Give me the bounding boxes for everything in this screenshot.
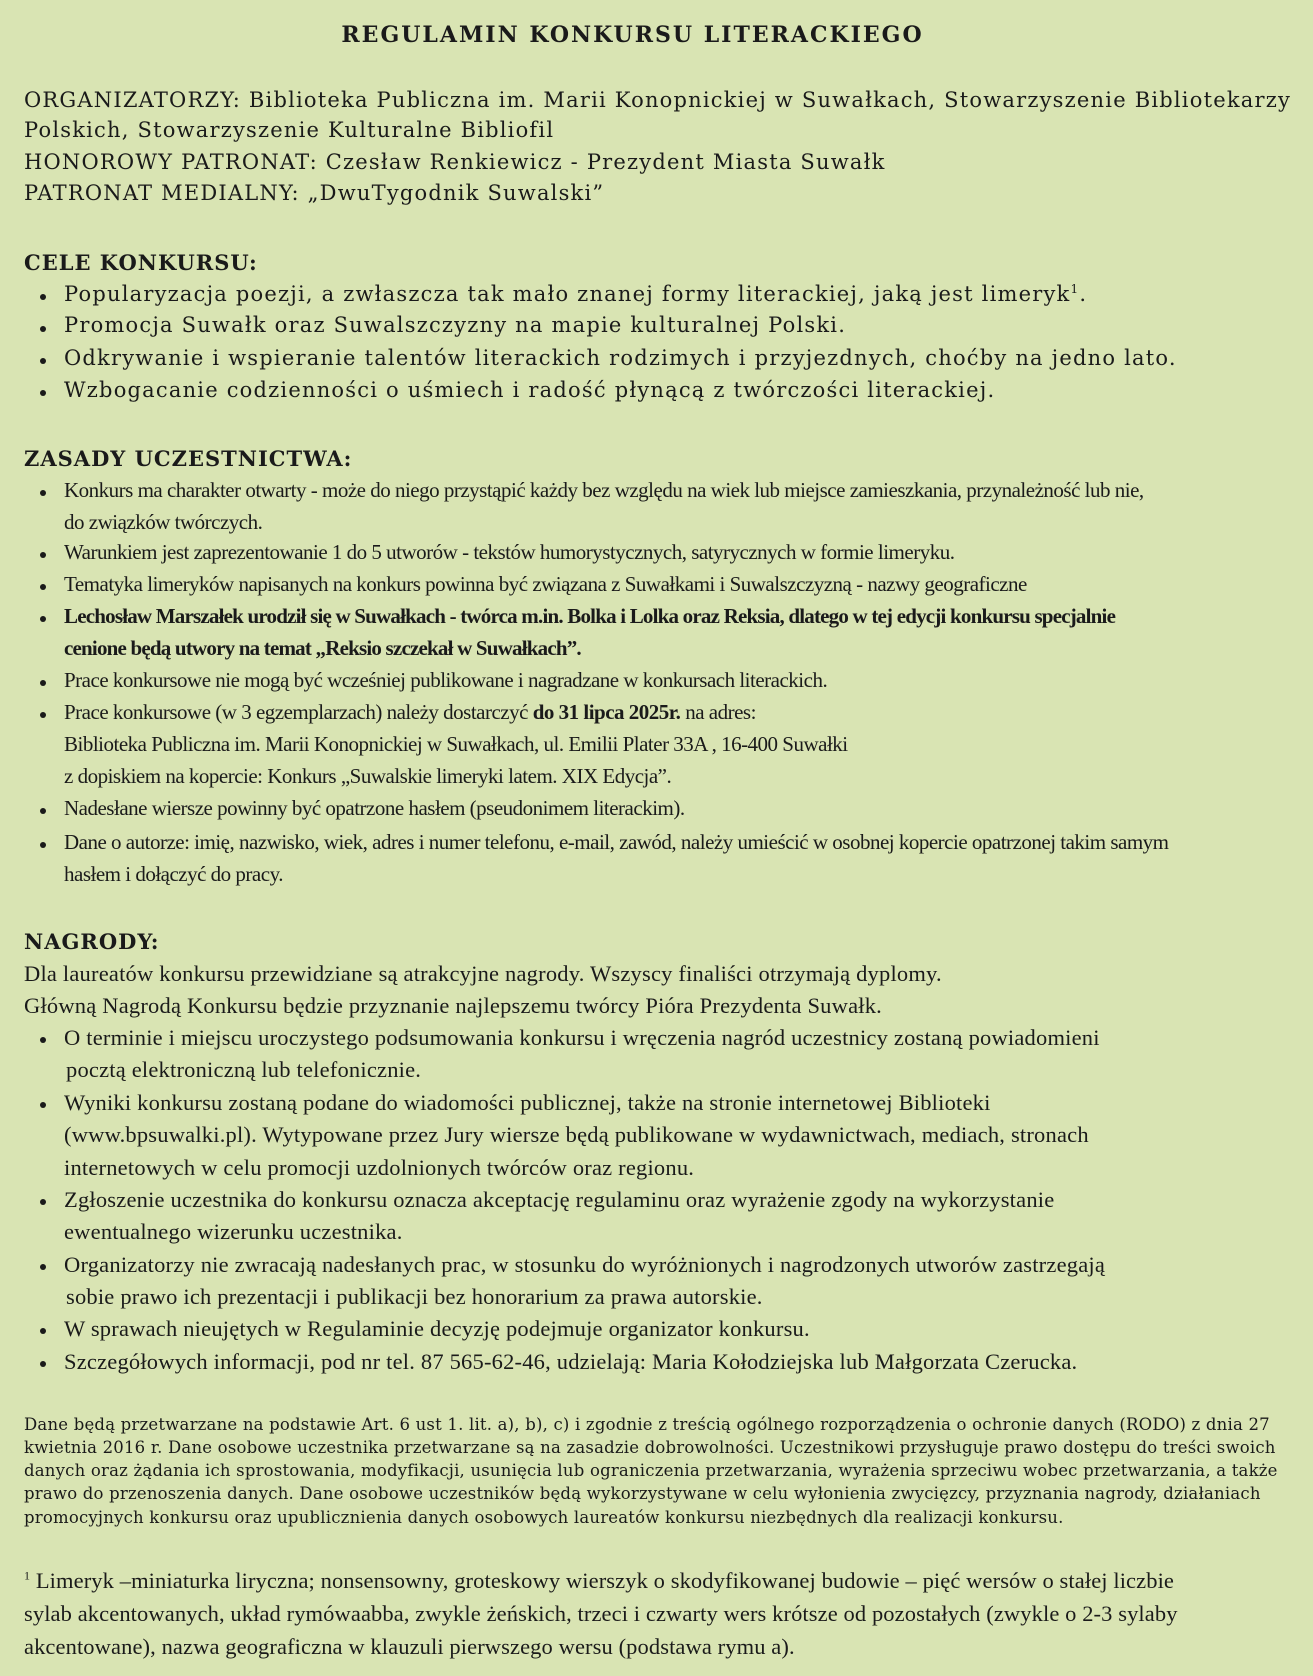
deadline: do 31 lipca 2025r.	[532, 700, 681, 724]
goals-item-3: Odkrywanie i wspieranie talentów literackich rodzimych i przyjezdnych, choćby na jedno lato.	[64, 346, 1177, 370]
goals-heading: CELE KONKURSU:	[24, 250, 258, 275]
rules-item-8b: hasłem i dołączyć do pracy.	[64, 862, 283, 886]
footnote-line-3: akcentowane), nazwa geograficzna w klauzuli pierwszego wersu (podstawa rymu a).	[24, 1634, 795, 1659]
goals-item-1: Popularyzacja poezji, a zwłaszcza tak mało znanej formy literackiej, jaką jest limeryk$^1$.	[64, 282, 1088, 306]
prizes-item-2c: internetowych w celu promocji uzdolnionych twórców oraz regionu.	[64, 1155, 695, 1180]
rodo-line-1: Dane będą przetwarzane na podstawie Art. 6 ust 1. lit. a), b), c) i zgodnie z treścią ogólnego rozporządzenia o ochronie danych (RODO) z dnia 27	[24, 1415, 1270, 1434]
goals-item-4: Wzbogacanie codzienności o uśmiech i radość płynącą z twórczości literackiej.	[64, 378, 996, 402]
rodo-line-5: promocyjnych konkursu oraz upublicznienia danych osobowych laureatów konkursu niezbędnych dla realizacji konkursu.	[24, 1508, 1064, 1527]
rules-item-6b: Biblioteka Publiczna im. Marii Konopnickiej w Suwałkach, ul. Emilii Plater 33A , 16-400 Suwałki	[64, 732, 848, 756]
bullet-icon	[40, 680, 46, 686]
rodo-line-2: kwietnia 2016 r. Dane osobowe uczestnika przetwarzane są na zasadzie dobrowolności. Uczestnikowi przysługuje prawo dostępu do treści swoich	[24, 1438, 1276, 1457]
bullet-icon	[40, 712, 46, 718]
bullet-icon	[40, 1199, 46, 1205]
bullet-icon	[40, 294, 46, 300]
bullet-icon	[40, 326, 46, 332]
prizes-item-3a: Zgłoszenie uczestnika do konkursu oznacza akceptację regulaminu oraz wyrażenie zgody na wykorzystanie	[64, 1187, 1055, 1212]
prizes-item-2b: (www.bpsuwalki.pl). Wytypowane przez Jury wiersze będą publikowane w wydawnictwach, mediach, stronach	[64, 1122, 1089, 1147]
bullet-icon	[40, 584, 46, 590]
bullet-icon	[40, 1102, 46, 1108]
bullet-icon	[40, 390, 46, 396]
rules-heading: ZASADY UCZESTNICTWA:	[24, 446, 353, 471]
rodo-line-3: danych oraz żądania ich sprostowania, modyfikacji, usunięcia lub ograniczenia przetwarzania, wyrażenia sprzeciwu wobec przetwarzania, a także	[24, 1461, 1278, 1480]
prizes-item-1a: O terminie i miejscu uroczystego podsumowania konkursu i wręczenia nagród uczestnicy zostaną powiadomieni	[64, 1025, 1100, 1050]
footnote-line-1: $^1$ Limeryk –miniaturka liryczna; nonsensowny, groteskowy wierszyk o skodyfikowanej budowie – pięć wersów o stałej liczbie	[24, 1568, 1175, 1593]
goals-item-2: Promocja Suwałk oraz Suwalszczyzny na mapie kulturalnej Polski.	[64, 313, 847, 337]
honorary-patron: HONOROWY PATRONAT: Czesław Renkiewicz - Prezydent Miasta Suwałk	[24, 150, 886, 174]
prizes-item-4b: sobie prawo ich prezentacji i publikacji bez honorarium za prawa autorskie.	[66, 1284, 763, 1309]
bullet-icon	[40, 842, 46, 848]
prizes-item-1b: pocztą elektroniczną lub telefonicznie.	[66, 1057, 422, 1082]
rules-item-2: Warunkiem jest zaprezentowanie 1 do 5 utworów - tekstów humorystycznych, satyrycznych w formie limeryku.	[64, 540, 955, 564]
rules-item-6c: z dopiskiem na kopercie: Konkurs „Suwalskie limeryki latem. XIX Edycja”.	[64, 764, 672, 788]
bullet-icon	[40, 1328, 46, 1334]
prizes-item-6: Szczegółowych informacji, pod nr tel. 87 565-62-46, udzielają: Maria Kołodziejska lub Małgorzata Czerucka.	[64, 1349, 1078, 1374]
bullet-icon	[40, 490, 46, 496]
footnote-line-2: sylab akcentowanych, układ rymówaabba, zwykle żeńskich, trzeci i czwarty wers krótsze od pozostałych (zwykle o 2-3 sylaby	[24, 1601, 1178, 1626]
prizes-intro: Dla laureatów konkursu przewidziane są atrakcyjne nagrody. Wszyscy finaliści otrzymają dyplomy.	[24, 961, 942, 986]
prizes-item-4a: Organizatorzy nie zwracają nadesłanych prac, w stosunku do wyróżnionych i nagrodzonych utworów zastrzegają	[64, 1252, 1106, 1277]
rules-item-8a: Dane o autorze: imię, nazwisko, wiek, adres i numer telefonu, e-mail, zawód, należy umieścić w osobnej kopercie opatrzonej takim samym	[64, 830, 1169, 854]
media-patron: PATRONAT MEDIALNY: „DwuTygodnik Suwalski”	[24, 181, 605, 205]
prizes-item-3b: ewentualnego wizerunku uczestnika.	[64, 1219, 403, 1244]
rules-item-1b: do związków twórczych.	[64, 510, 263, 534]
rules-item-4b: cenione będą utwory na temat „Reksio szczekał w Suwałkach”.	[64, 636, 581, 660]
bullet-icon	[40, 358, 46, 364]
prizes-heading: NAGRODY:	[24, 929, 160, 954]
rules-item-6a: Prace konkursowe (w 3 egzemplarzach) należy dostarczyć do 31 lipca 2025r. na adres:	[64, 700, 756, 724]
rules-item-3: Tematyka limeryków napisanych na konkurs powinna być związana z Suwałkami i Suwalszczyzną - nazwy geograficzne	[64, 572, 1027, 596]
organizers-line-1: ORGANIZATORZY: Biblioteka Publiczna im. Marii Konopnickiej w Suwałkach, Stowarzyszenie Bibliotekarzy	[24, 88, 1292, 112]
rules-item-5: Prace konkursowe nie mogą być wcześniej publikowane i nagradzane w konkursach literackich.	[64, 668, 828, 692]
bullet-icon	[40, 1264, 46, 1270]
bullet-icon	[40, 1037, 46, 1043]
bullet-icon	[40, 616, 46, 622]
rules-item-7: Nadesłane wiersze powinny być opatrzone hasłem (pseudonimem literackim).	[64, 796, 685, 820]
rodo-line-4: prawo do przenoszenia danych. Dane osobowe uczestników będą wykorzystywane w celu wyłonienia zwycięzcy, przyznania nagrody, działaniach	[24, 1484, 1261, 1503]
rules-item-1a: Konkurs ma charakter otwarty - może do niego przystąpić każdy bez względu na wiek lub miejsce zamieszkania, przynależność lub nie,	[64, 478, 1144, 502]
organizers-line-2: Polskich, Stowarzyszenie Kulturalne Bibliofil	[24, 118, 555, 142]
bullet-icon	[40, 552, 46, 558]
rules-item-4a: Lechosław Marszałek urodził się w Suwałkach - twórca m.in. Bolka i Lolka oraz Reksia, dlatego w tej edycji konkursu specjalnie	[64, 604, 1116, 628]
main-prize: Główną Nagrodą Konkursu będzie przyznanie najlepszemu twórcy Pióra Prezydenta Suwałk.	[24, 993, 882, 1018]
document-title: REGULAMIN KONKURSU LITERACKIEGO	[341, 22, 924, 48]
prizes-item-5: W sprawach nieujętych w Regulaminie decyzję podejmuje organizator konkursu.	[64, 1316, 810, 1341]
bullet-icon	[40, 808, 46, 814]
bullet-icon	[40, 1361, 46, 1367]
prizes-item-2a: Wyniki konkursu zostaną podane do wiadomości publicznej, także na stronie internetowej Biblioteki	[64, 1090, 991, 1115]
